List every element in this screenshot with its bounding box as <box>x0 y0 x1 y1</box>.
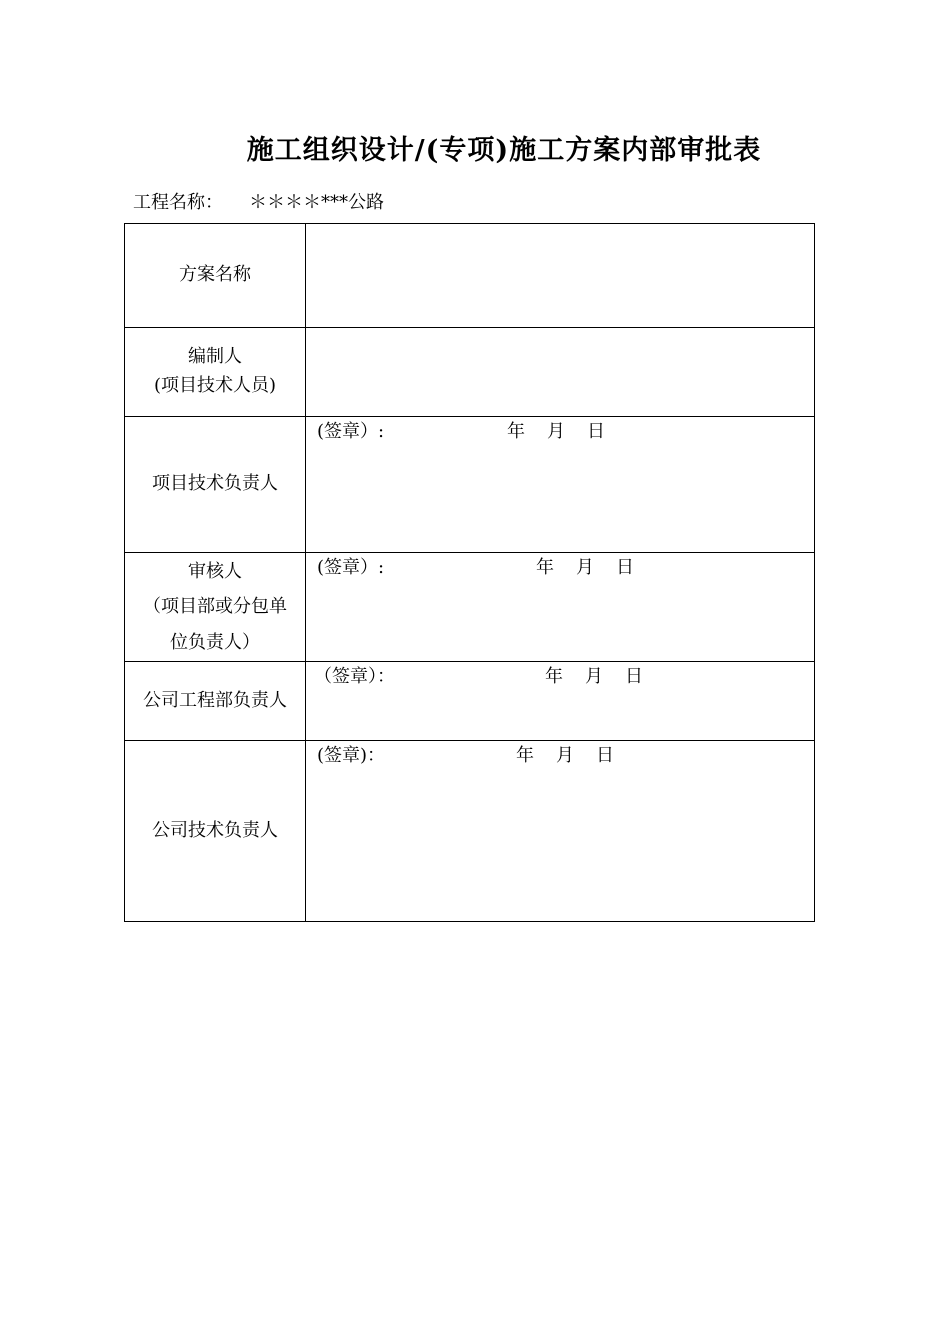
compiler-label-line2: (项目技术人员) <box>153 375 277 396</box>
company-tech-lead-field[interactable] <box>306 741 815 922</box>
month-label: 月 <box>576 557 594 578</box>
company-tech-lead-label: 公司技术负责人 <box>125 741 306 922</box>
day-label: 日 <box>596 745 614 766</box>
seal-label: (签章）: <box>317 421 385 442</box>
date-placeholder <box>545 663 643 692</box>
table-row-reviewer <box>125 553 815 662</box>
year-label: 年 <box>536 557 554 578</box>
year-label: 年 <box>516 745 534 766</box>
project-name-label: 工程名称： <box>133 192 223 213</box>
signature-line <box>306 553 814 583</box>
reviewer-label-line1: 审核人 <box>188 561 242 583</box>
plan-name-label: 方案名称 <box>125 224 306 328</box>
reviewer-label-line2: （项目部或分包单 <box>143 596 287 618</box>
engineering-dept-lead-field[interactable] <box>306 662 815 741</box>
project-tech-lead-field[interactable] <box>306 417 815 553</box>
reviewer-label <box>125 553 306 662</box>
year-label: 年 <box>507 421 525 442</box>
engineering-dept-lead-label: 公司工程部负责人 <box>125 662 306 741</box>
plan-name-field[interactable] <box>306 224 815 328</box>
signature-line <box>306 417 814 447</box>
month-label: 月 <box>547 421 565 442</box>
project-name-line <box>133 188 384 214</box>
date-placeholder <box>507 418 605 447</box>
signature-line <box>306 741 814 771</box>
seal-label: （签章）： <box>314 666 395 687</box>
day-label: 日 <box>587 421 605 442</box>
day-label: 日 <box>616 557 634 578</box>
month-label: 月 <box>585 666 603 687</box>
table-row-compiler <box>125 328 815 417</box>
date-placeholder <box>536 554 634 583</box>
approval-table <box>124 223 815 922</box>
reviewer-label-line3: 位负责人） <box>170 631 260 653</box>
compiler-label <box>125 328 306 417</box>
reviewer-field[interactable] <box>306 553 815 662</box>
compiler-field[interactable] <box>306 328 815 417</box>
compiler-label-line1: 编制人 <box>188 346 242 368</box>
table-row-engineering-dept-lead <box>125 662 815 741</box>
table-row-plan-name <box>125 224 815 328</box>
project-name-value: ＊＊＊＊***公路 <box>249 192 384 213</box>
month-label: 月 <box>556 745 574 766</box>
date-placeholder <box>516 742 614 771</box>
table-row-project-tech-lead <box>125 417 815 553</box>
seal-label: (签章）: <box>317 557 385 578</box>
project-tech-lead-label: 项目技术负责人 <box>125 417 306 553</box>
form-title: 施工组织设计/(专项)施工方案内部审批表 <box>246 135 762 166</box>
signature-line <box>306 662 814 692</box>
table-row-company-tech-lead <box>125 741 815 922</box>
year-label: 年 <box>545 666 563 687</box>
seal-label: (签章)： <box>317 745 386 766</box>
day-label: 日 <box>625 666 643 687</box>
